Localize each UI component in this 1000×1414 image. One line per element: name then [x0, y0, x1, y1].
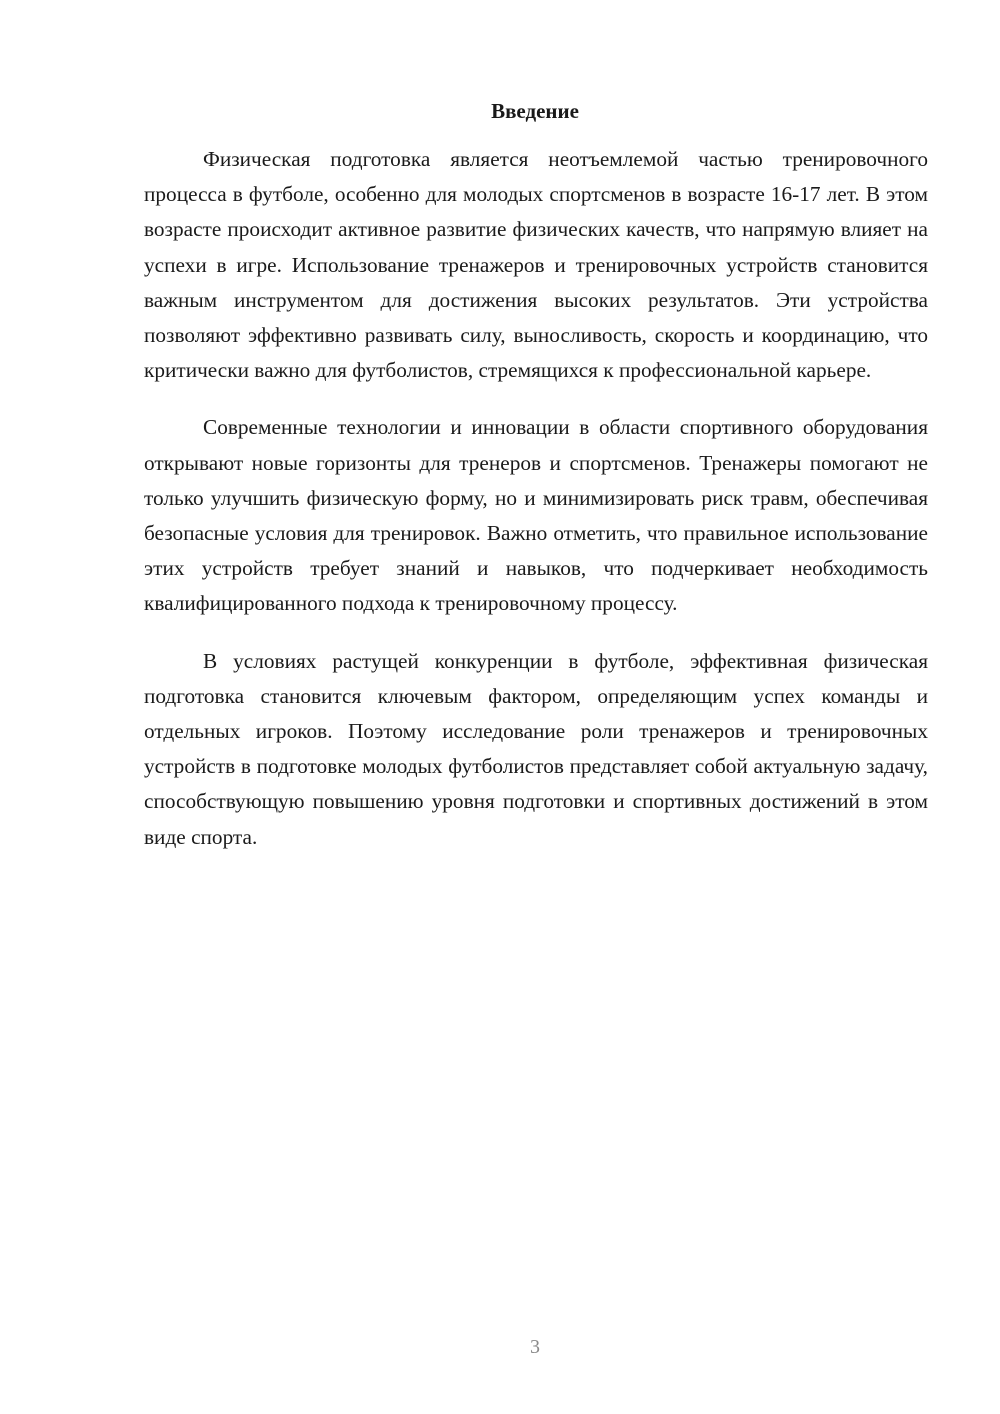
- paragraph-2: Современные технологии и инновации в области спортивного оборудования открывают новые горизонты для тренеров и спортсменов. Тренажеры помогают не только улучшить физическую форму, но и минимизировать риск травм, обеспечивая безопасные условия для тренировок. Важно отметить, что правильное использование этих устройств требует знаний и навыков, что подчеркивает необходимость квалифицированного подхода к тренировочному процессу.: [144, 415, 928, 616]
- body-text: [144, 142, 928, 877]
- paragraph-1: Физическая подготовка является неотъемлемой частью тренировочного процесса в футболе, особенно для молодых спортсменов в возрасте 16-17 лет. В этом возрасте происходит активное развитие физических качеств, что напрямую влияет на успехи в игре. Использование тренажеров и тренировочных устройств становится важным инструментом для достижения высоких результатов. Эти устройства позволяют эффективно развивать силу, выносливость, скорость и координацию, что критически важно для футболистов, стремящихся к профессиональной карьере.: [144, 147, 928, 383]
- page-number: 3: [530, 1336, 540, 1358]
- page-title: Введение: [491, 99, 579, 123]
- paragraph-3: В условиях растущей конкуренции в футболе, эффективная физическая подготовка становится ключевым фактором, определяющим успех команды и отдельных игроков. Поэтому исследование роли тренажеров и тренировочных устройств в подготовке молодых футболистов представляет собой актуальную задачу, способствующую повышению уровня подготовки и спортивных достижений в этом виде спорта.: [144, 648, 928, 849]
